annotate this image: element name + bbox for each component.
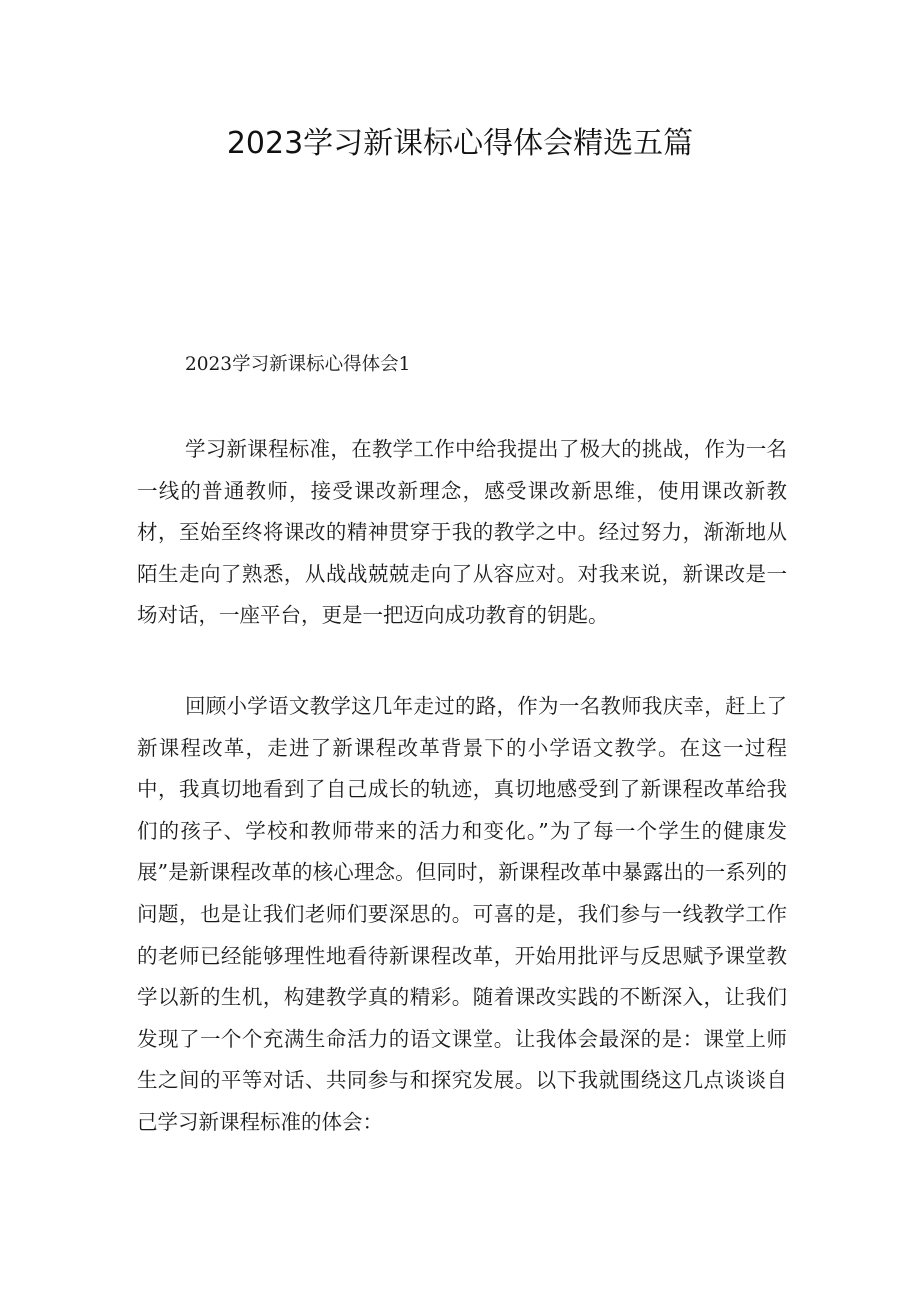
paragraph-1: 学习新课程标准，在教学工作中给我提出了极大的挑战，作为一名一线的普通教师，接受课改新理念，感受课改新思维，使用课改新教材，至始至终将课改的精神贯穿于我的教学之中。经过努力，渐渐地从陌生走向了熟悉，从战战兢兢走向了从容应对。对我来说，新课改是一场对话，一座平台，更是一把迈向成功教育的钥匙。 xyxy=(137,437,787,628)
document-title: 2023学习新课标心得体会精选五篇 xyxy=(226,126,694,161)
section-heading: 2023学习新课标心得体会1 xyxy=(185,354,411,375)
paragraph-2: 回顾小学语文教学这几年走过的路，作为一名教师我庆幸，赶上了新课程改革，走进了新课程改革背景下的小学语文教学。在这一过程中，我真切地看到了自己成长的轨迹，真切地感受到了新课程改革给我们的孩子、学校和教师带来的活力和变化。”为了每一个学生的健康发展”是新课程改革的核心理念。但同时，新课程改革中暴露出的一系列的问题，也是让我们老师们要深思的。可喜的是，我们参与一线教学工作的老师已经能够理性地看待新课程改革，开始用批评与反思赋予课堂教学以新的生机，构建教学真的精彩。随着课改实践的不断深入，让我们发现了一个个充满生命活力的语文课堂。让我体会最深的是：课堂上师生之间的平等对话、共同参与和探究发展。以下我就围绕这几点谈谈自己学习新课程标准的体会： xyxy=(137,694,787,1134)
